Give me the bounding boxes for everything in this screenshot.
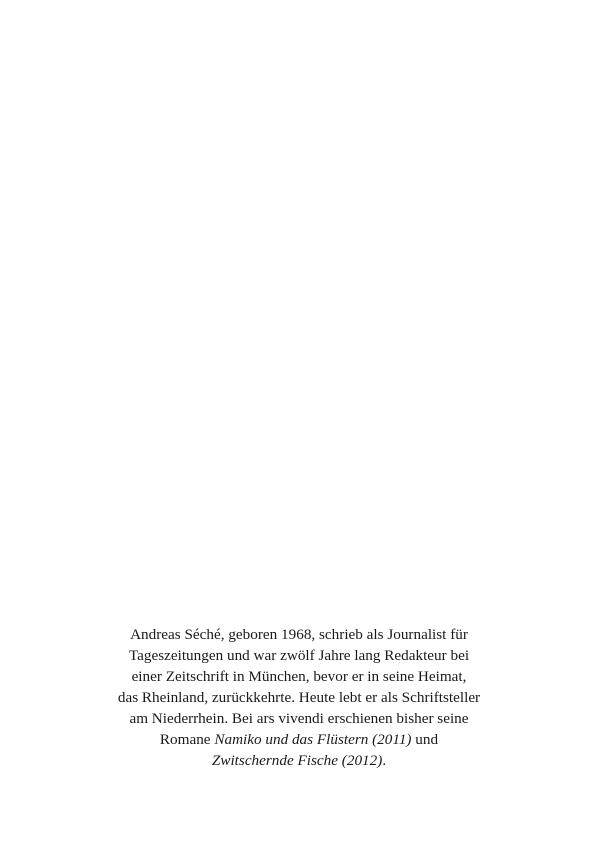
bio-line-6-prefix: Romane [159,731,215,748]
bio-line-7 [84,750,514,771]
bio-line-6-suffix: und [411,731,439,748]
book-title-zwitschernde-fische: Zwitschernde Fische (2012) [211,752,383,769]
bio-line-7-suffix: . [382,752,387,769]
bio-line-1: Andreas Séché, geboren 1968, schrieb als Journalist für [130,626,468,643]
bio-line-4: das Rheinland, zurückkehrte. Heute lebt er als Schriftsteller [117,689,481,706]
bio-line-2: Tageszeitungen und war zwölf Jahre lang Redakteur bei [128,647,470,664]
bio-line-5: am Niederrhein. Bei ars vivendi erschienen bisher seine [129,710,469,727]
author-biography [84,624,514,771]
book-title-namiko: Namiko und das Flüstern (2011) [214,731,412,748]
bio-line-6 [84,729,514,750]
bio-line-3: einer Zeitschrift in München, bevor er in seine Heimat, [131,668,467,685]
